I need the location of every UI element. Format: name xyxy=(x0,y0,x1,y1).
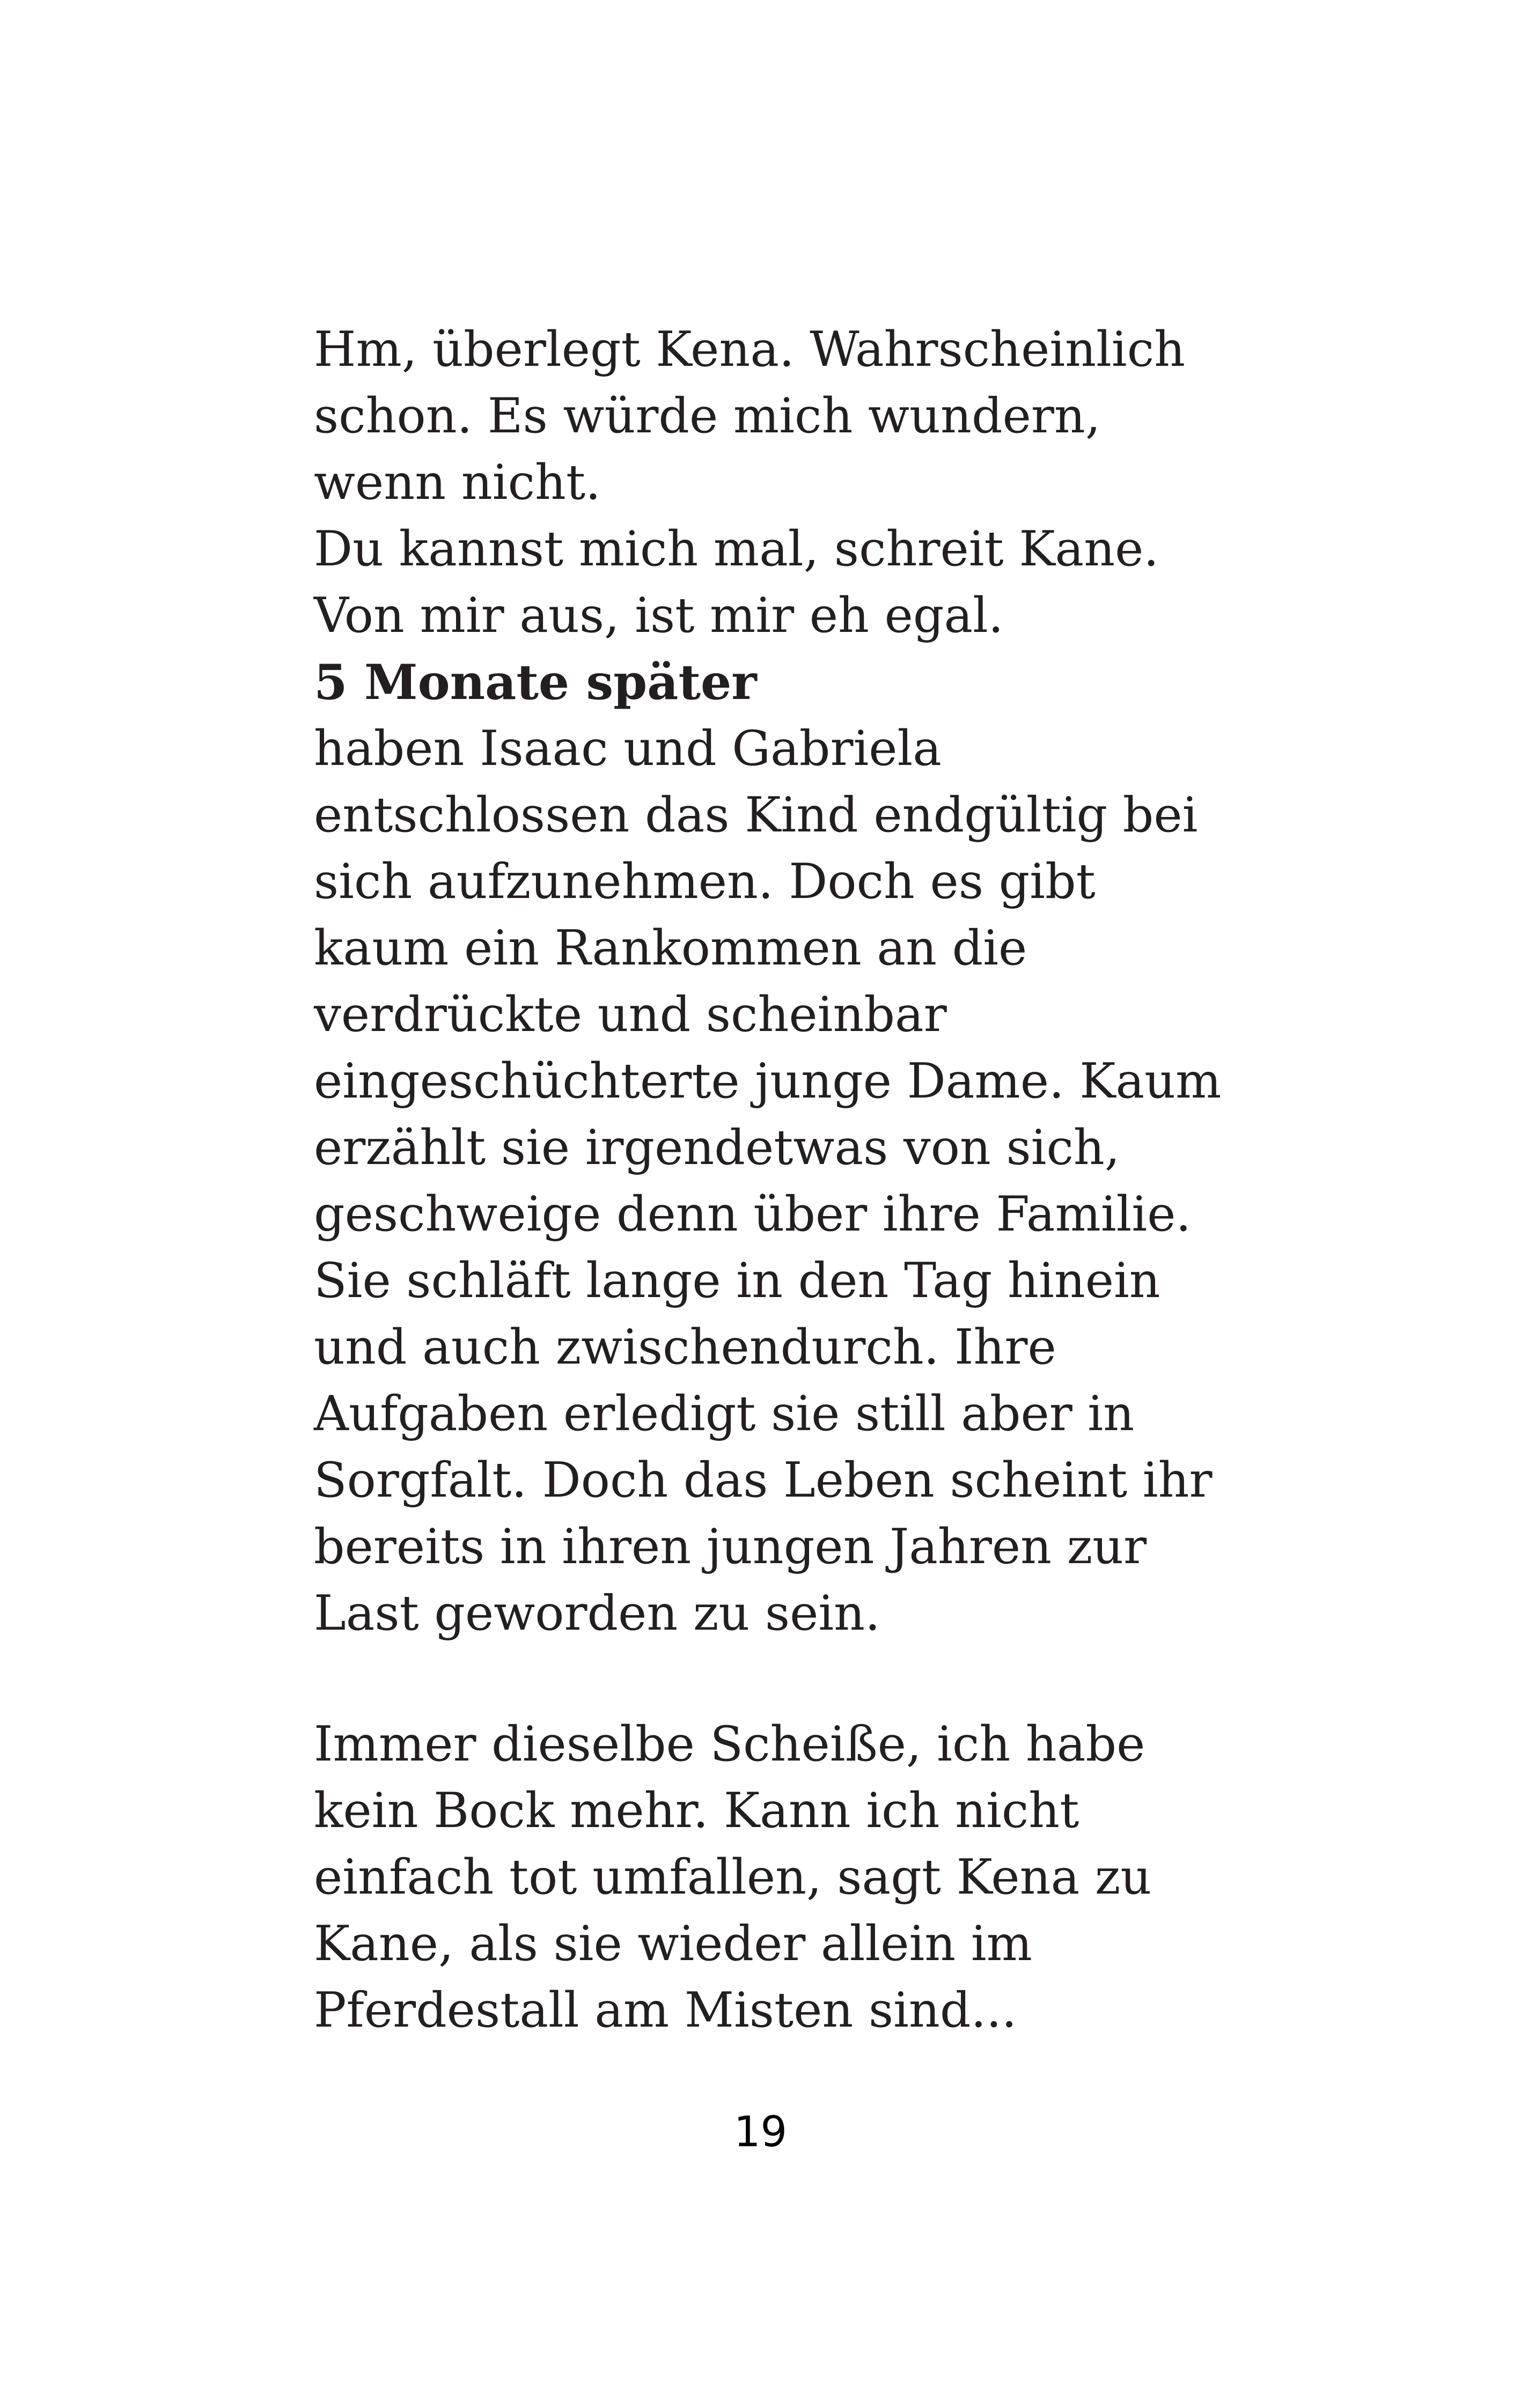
text-line: eingeschüchterte junge Dame. Kaum xyxy=(314,1053,1222,1109)
text-line: Kane, als sie wieder allein im xyxy=(314,1916,1032,1972)
text-line: bereits in ihren jungen Jahren zur xyxy=(314,1519,1147,1575)
main-text-block xyxy=(314,316,1430,1647)
text-line: Hm, überlegt Kena. Wahrscheinlich xyxy=(314,321,1186,378)
text-line: erzählt sie irgendetwas von sich, xyxy=(314,1120,1120,1176)
text-line: Immer dieselbe Scheiße, ich habe xyxy=(314,1716,1145,1772)
text-line: Last geworden zu sein. xyxy=(314,1585,880,1641)
text-line: Sie schläft lange in den Tag hinein xyxy=(314,1253,1160,1309)
text-line: Von mir aus, ist mir eh egal. xyxy=(314,587,1004,644)
text-line: einfach tot umfallen, sagt Kena zu xyxy=(314,1849,1152,1905)
text-line: haben Isaac und Gabriela xyxy=(314,720,942,777)
text-line: wenn nicht. xyxy=(314,454,601,511)
text-line: sich aufzunehmen. Doch es gibt xyxy=(314,853,1096,910)
text-line: Aufgaben erledigt sie still aber in xyxy=(314,1386,1135,1442)
text-line: kaum ein Rankommen an die xyxy=(314,920,1027,976)
closing-paragraph xyxy=(314,1711,1430,2044)
section-heading: 5 Monate später xyxy=(314,654,757,711)
text-line: verdrückte und scheinbar xyxy=(314,986,947,1043)
text-line: geschweige denn über ihre Familie. xyxy=(314,1186,1192,1242)
text-line: kein Bock mehr. Kann ich nicht xyxy=(314,1783,1079,1839)
text-line: entschlossen das Kind endgültig bei xyxy=(314,787,1198,843)
text-line: Pferdestall am Misten sind... xyxy=(314,1982,1017,2038)
text-line: und auch zwischendurch. Ihre xyxy=(314,1319,1056,1375)
text-line: Sorgfalt. Doch das Leben scheint ihr xyxy=(314,1452,1213,1508)
text-line: schon. Es würde mich wundern, xyxy=(314,388,1101,444)
page-number: 19 xyxy=(733,2108,788,2156)
text-line: Du kannst mich mal, schreit Kane. xyxy=(314,521,1159,577)
